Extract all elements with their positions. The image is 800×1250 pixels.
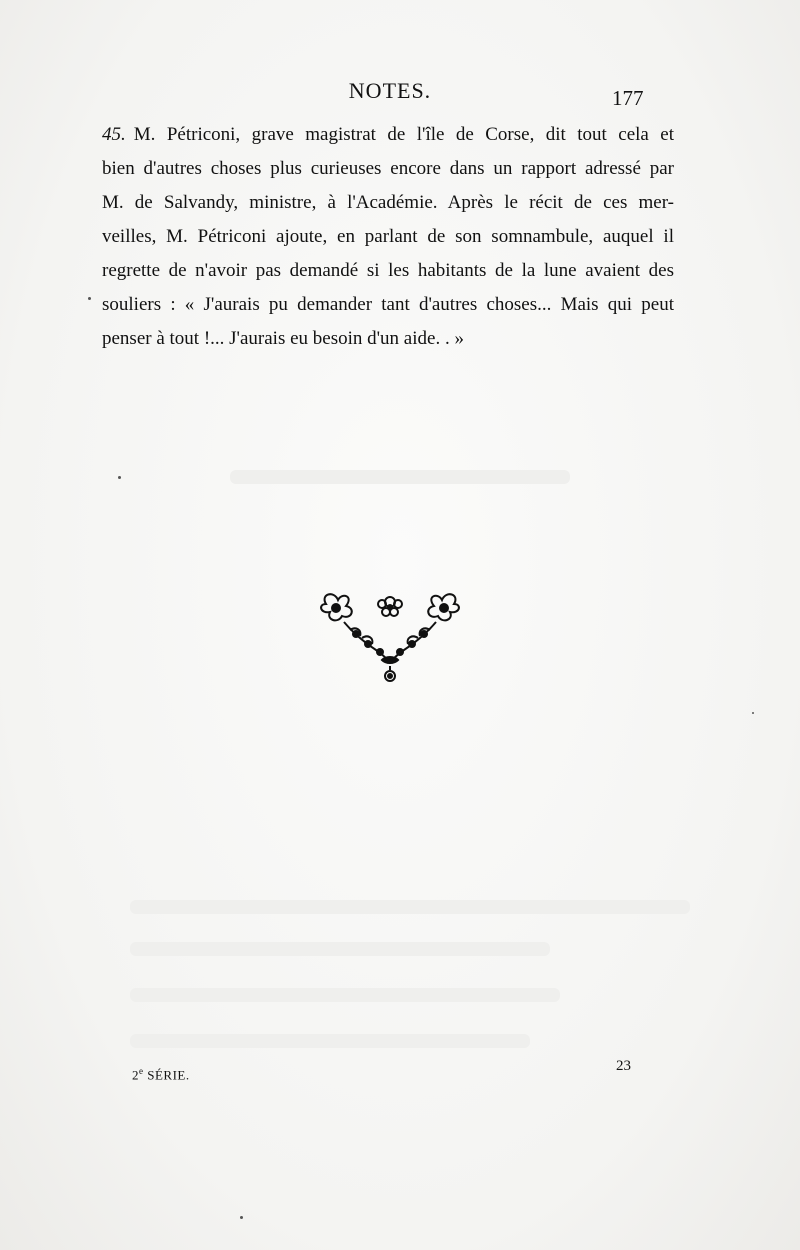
note-line: veilles, M. Pétriconi ajoute, en parlant de son somnambule, auquel il (102, 226, 674, 247)
note-line-text: M. Pétriconi, grave magistrat de l'île de Corse, dit tout cela et (133, 124, 674, 145)
note-line: souliers : « J'aurais pu demander tant d'autres choses... Mais qui peut (102, 294, 674, 315)
running-head (0, 78, 800, 108)
show-through-line (130, 900, 690, 914)
paper-speck (118, 476, 121, 479)
paper-speck (752, 712, 754, 714)
floral-tailpiece-icon (316, 590, 464, 686)
page-number: 177 (612, 86, 644, 110)
signature-mark (132, 1066, 190, 1083)
signature-number: 2 (132, 1067, 139, 1083)
note-line: M. de Salvandy, ministre, à l'Académie. Après le récit de ces mer- (102, 192, 674, 213)
sheet-number: 23 (616, 1058, 631, 1074)
running-title: NOTES. (348, 78, 432, 103)
signature-suffix: e (139, 1066, 144, 1076)
show-through-line (130, 988, 560, 1002)
note-line: penser à tout !... J'aurais eu besoin d'un aide. . » (102, 328, 464, 349)
note-line: regrette de n'avoir pas demandé si les habitants de la lune avaient des (102, 260, 674, 281)
show-through-line (230, 470, 570, 484)
show-through-line (130, 942, 550, 956)
paper-speck (88, 297, 91, 300)
note-line (102, 118, 674, 152)
note-line: bien d'autres choses plus curieuses encore dans un rapport adressé par (102, 158, 674, 179)
signature-text: SÉRIE. (147, 1067, 190, 1083)
show-through-line (130, 1034, 530, 1048)
note-number: 45. (102, 124, 126, 145)
paper-speck (240, 1216, 243, 1219)
footnote-paragraph (102, 118, 674, 356)
show-through-text (200, 492, 600, 526)
